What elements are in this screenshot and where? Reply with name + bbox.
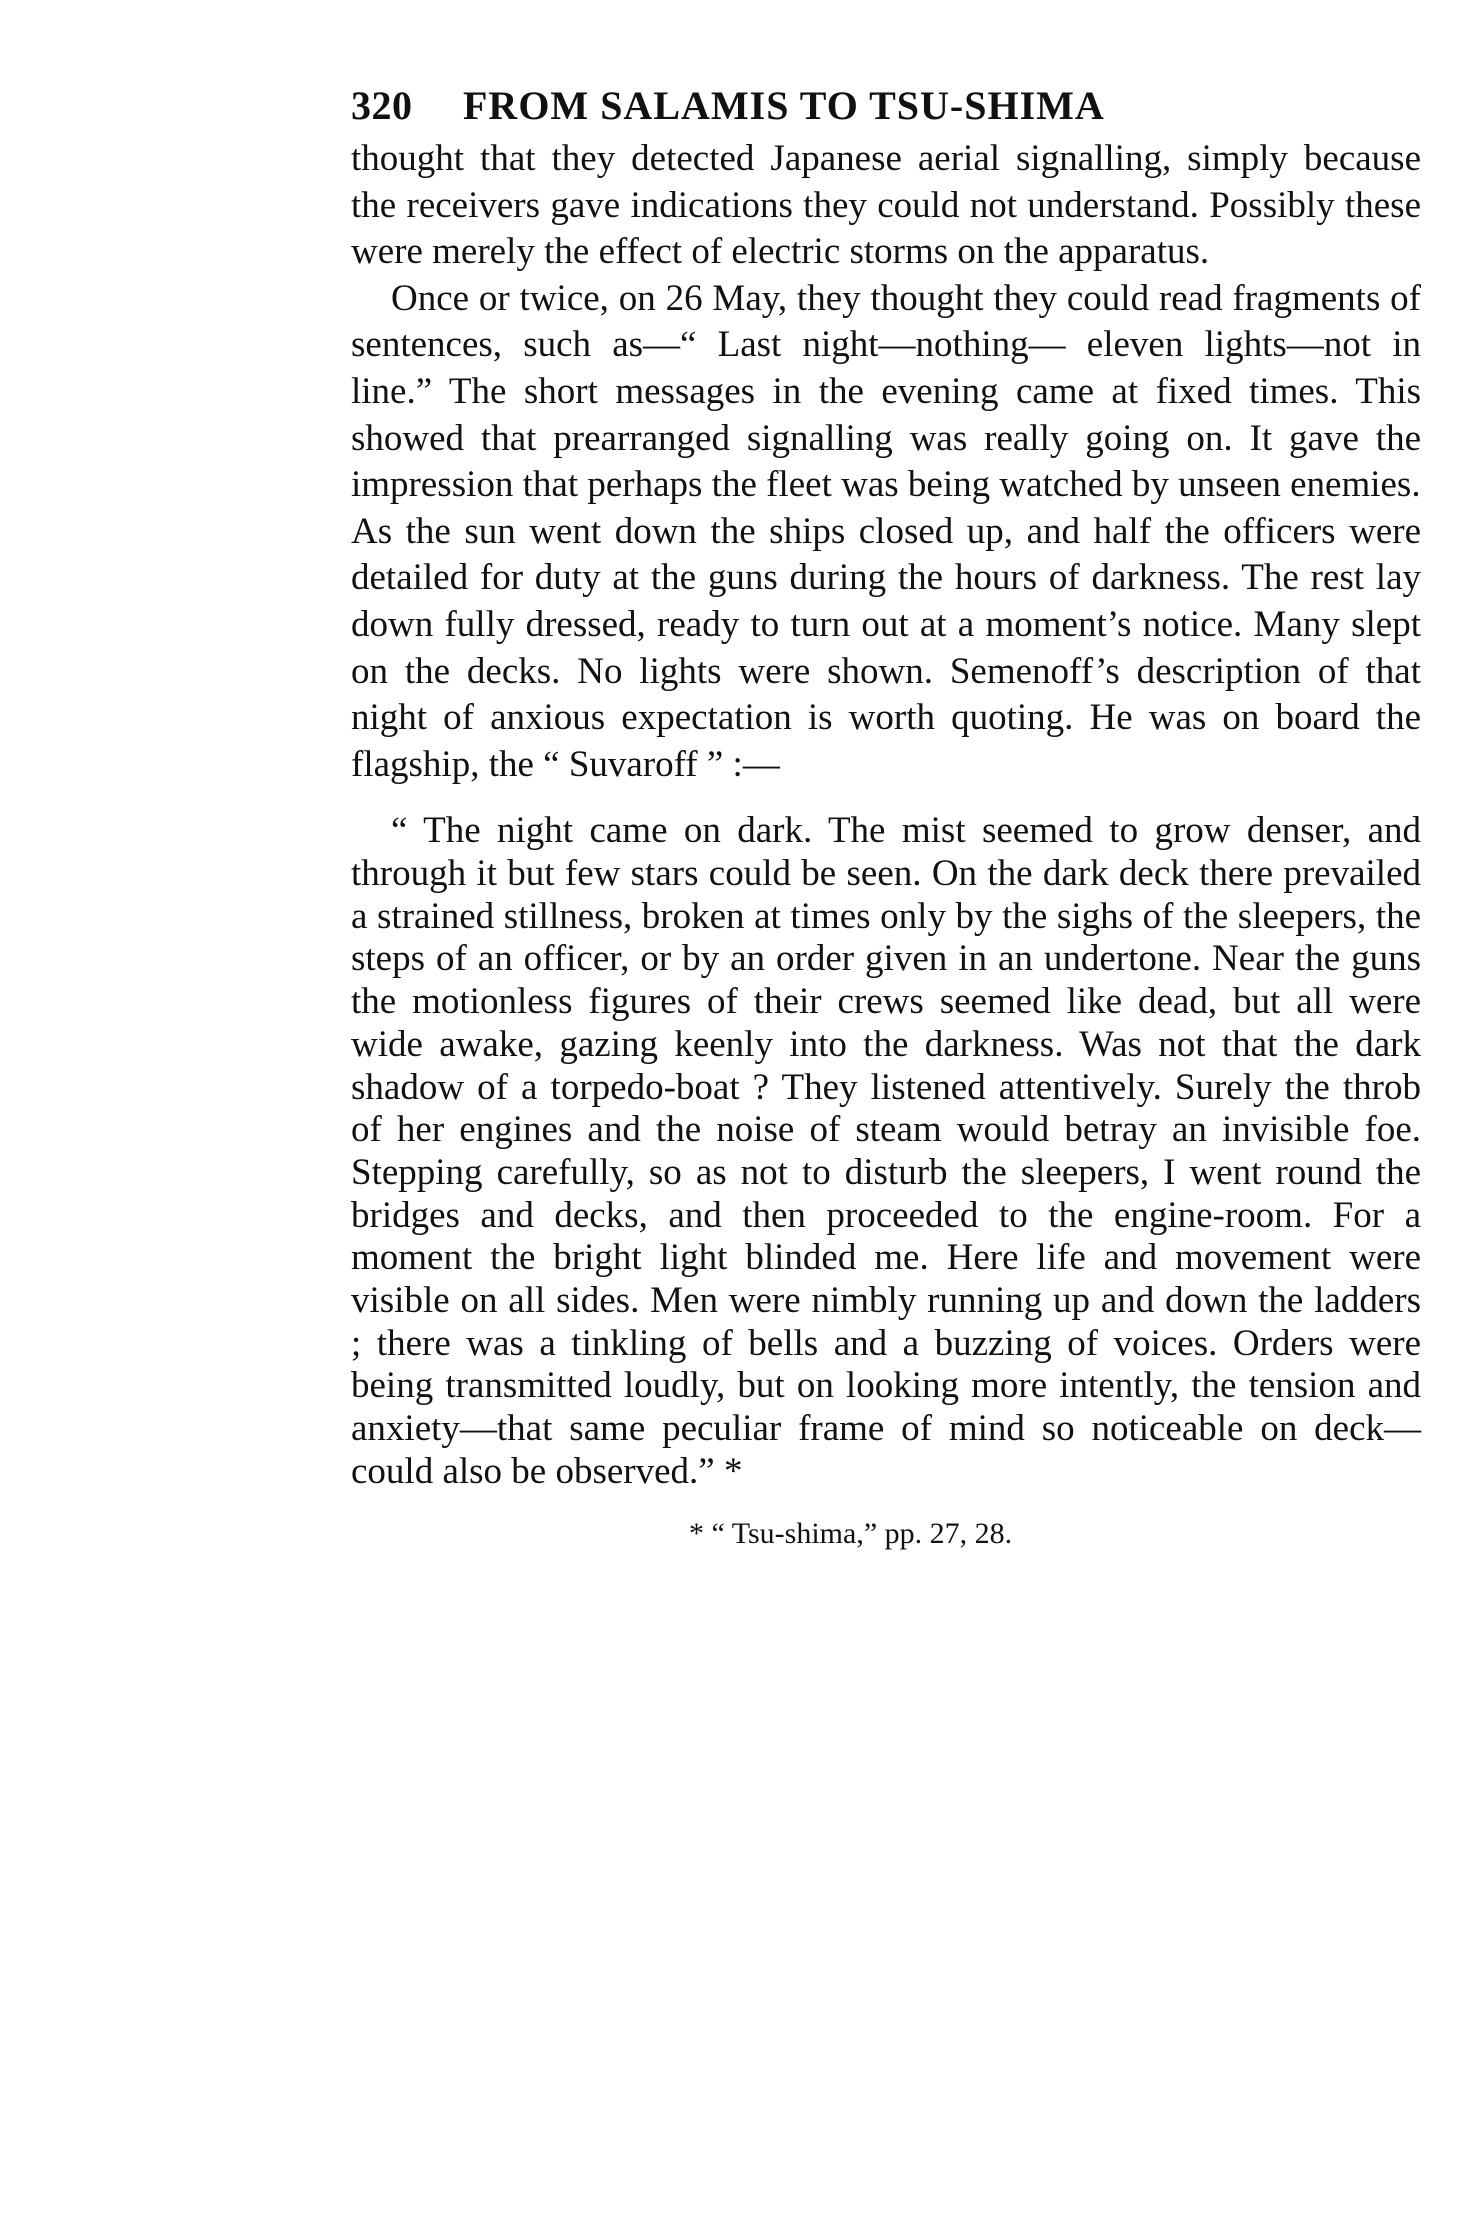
paragraph-1: thought that they detected Japanese aerial signalling, simply because the receivers gave indications they could not understand. Possibly these were merely the effect of electric storms on the apparatus. (351, 138, 1421, 273)
page-number: 320 (351, 83, 413, 128)
footnote: * “ Tsu-shima,” pp. 27, 28. (689, 1516, 1013, 1550)
paragraph-2: Once or twice, on 26 May, they thought they could read fragments of sentences, such as—“ Last night—nothing— eleven lights—not in line.” The short messages in the evening came at fixed times. This showed that prearranged signalling was really going on. It gave the impression that perhaps the fleet was being watched by unseen enemies. (351, 277, 1421, 506)
block-quote: “ The night came on dark. The mist seemed to grow denser, and through it but few stars could be seen. On the dark deck there prevailed a strained stillness, broken at times only by the sighs of the sleepers, the steps of an officer, or by an order given in an undertone. Near the guns the motionless figures of their crews seemed like dead, but all were wide awake, gazing keenly into the darkness. Was not that the dark shadow of a torpedo-boat ? They listened attentively. Surely the throb of her engines and the noise of steam would betray an invisible foe. Stepping carefully, so as not to disturb the sleepers, I went round the bridges and decks, and then proceeded to the engine-room. For a moment the bright light blinded me. Here life and movement were visible on all sides. Men were nimbly running up and down the ladders ; there was a tinkling of bells and a buzzing of voices. Orders were being transmitted loudly, but on looking more intently, the tension and anxiety—that same peculiar frame of mind so noticeable on deck—could also be observed.” * (351, 810, 1421, 1492)
book-page (351, 78, 1421, 1554)
paragraph-3: As the sun went down the ships closed up, and half the officers were detailed for duty at the guns during the hours of darkness. The rest lay down fully dressed, ready to turn out at a moment’s notice. Many slept on the decks. No lights were shown. Semenoff’s description of that night of anxious expectation is worth quoting. He was on board the flagship, the “ Suvaroff ” :— (351, 510, 1421, 785)
running-title: FROM SALAMIS TO TSU-SHIMA (463, 83, 1105, 128)
running-head (351, 78, 1421, 134)
